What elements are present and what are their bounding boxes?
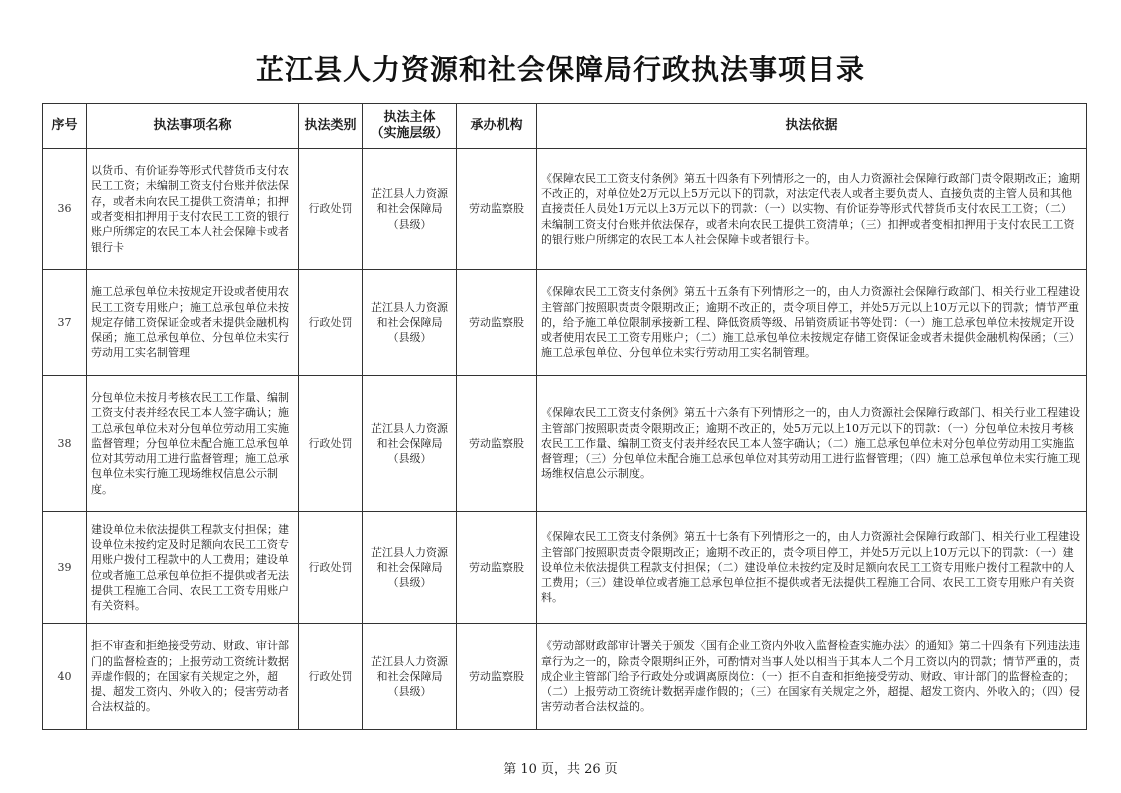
header-basis: 执法依据 — [537, 104, 1087, 149]
row-item-name: 分包单位未按月考核农民工工作量、编制工资支付表并经农民工本人签字确认；施工总承包单位未对分包单位劳动用工实施监督管理；分包单位未配合施工总承包单位对其劳动用工进行监督管理；施工总承包单位未实行施工现场维权信息公示制度。 — [87, 376, 299, 512]
table-row — [43, 624, 1087, 730]
row-org: 劳动监察股 — [457, 376, 537, 512]
header-name: 执法事项名称 — [87, 104, 299, 149]
row-category: 行政处罚 — [299, 149, 363, 270]
row-num: 36 — [43, 149, 87, 270]
row-item-name: 以货币、有价证券等形式代替货币支付农民工工资；未编制工资支付台账并依法保存，或者未向农民工提供工资清单；扣押或者变相扣押用于支付农民工工资的银行账户所绑定的农民工本人社会保障卡或者银行卡 — [87, 149, 299, 270]
header-org: 承办机构 — [457, 104, 537, 149]
row-org: 劳动监察股 — [457, 270, 537, 376]
row-basis: 《保障农民工工资支付条例》第五十五条有下列情形之一的，由人力资源社会保障行政部门、相关行业工程建设主管部门按照职责责令限期改正；逾期不改正的，责令项目停工，并处5万元以上10万元以下的罚款；情节严重的，给予施工单位限制承接新工程、降低资质等级、吊销资质证书等处罚：（一）施工总承包单位未按规定开设或者使用农民工工资专用账户；（二）施工总承包单位未按规定存储工资保证金或者未提供金融机构保函；（三）施工总承包单位、分包单位未实行劳动用工实名制管理。 — [537, 270, 1087, 376]
header-num: 序号 — [43, 104, 87, 149]
row-item-name: 施工总承包单位未按规定开设或者使用农民工工资专用账户；施工总承包单位未按规定存储工资保证金或者未提供金融机构保函；施工总承包单位、分包单位未实行劳动用工实名制管理 — [87, 270, 299, 376]
header-category: 执法类别 — [299, 104, 363, 149]
row-category: 行政处罚 — [299, 270, 363, 376]
page-title: 芷江县人力资源和社会保障局行政执法事项目录 — [255, 53, 865, 86]
row-org: 劳动监察股 — [457, 512, 537, 624]
row-num: 39 — [43, 512, 87, 624]
row-subject: 芷江县人力资源和社会保障局（县级） — [363, 149, 457, 270]
row-subject: 芷江县人力资源和社会保障局（县级） — [363, 512, 457, 624]
page-number: 第 10 页，共 26 页 — [503, 762, 618, 777]
header-subject: 执法主体 （实施层级） — [363, 104, 457, 149]
row-num: 38 — [43, 376, 87, 512]
row-subject: 芷江县人力资源和社会保障局（县级） — [363, 270, 457, 376]
row-basis: 《保障农民工工资支付条例》第五十四条有下列情形之一的，由人力资源社会保障行政部门责令限期改正；逾期不改正的，对单位处2万元以上5万元以下的罚款，对法定代表人或者主要负责人、直接负责的主管人员和其他直接责任人员处1万元以上3万元以下的罚款：（一）以实物、有价证券等形式代替货币支付农民工工资；（二）未编制工资支付台账并依法保存，或者未向农民工提供工资清单；（三）扣押或者变相扣押用于支付农民工工资的银行账户所绑定的农民工本人社会保障卡或者银行卡。 — [537, 149, 1087, 270]
row-item-name: 拒不审查和拒绝接受劳动、财政、审计部门的监督检查的；上报劳动工资统计数据弄虚作假的；在国家有关规定之外，超提、超发工资内、外收入的；侵害劳动者合法权益的。 — [87, 624, 299, 730]
row-basis: 《保障农民工工资支付条例》第五十七条有下列情形之一的，由人力资源社会保障行政部门、相关行业工程建设主管部门按照职责责令限期改正；逾期不改正的，责令项目停工，并处5万元以上10万元以下的罚款：（一）建设单位未依法提供工程款支付担保；（二）建设单位未按约定及时足额向农民工工资专用账户拨付工程款中的人工费用；（三）建设单位或者施工总承包单位拒不提供或者无法提供工程施工合同、农民工工资专用账户有关资料。 — [537, 512, 1087, 624]
table-header-row — [43, 104, 1087, 149]
table-row — [43, 270, 1087, 376]
table-row — [43, 512, 1087, 624]
row-category: 行政处罚 — [299, 512, 363, 624]
row-subject: 芷江县人力资源和社会保障局（县级） — [363, 624, 457, 730]
row-category: 行政处罚 — [299, 376, 363, 512]
row-basis: 《劳动部财政部审计署关于颁发〈国有企业工资内外收入监督检查实施办法〉的通知》第二十四条有下列违法违章行为之一的，除责令限期纠正外，可酌情对当事人处以相当于其本人二个月工资以内的罚款；情节严重的，责成企业主管部门给予行政处分或调离原岗位：（一）拒不自查和拒绝接受劳动、财政、审计部门的监督检查的；（二）上报劳动工资统计数据弄虚作假的；（三）在国家有关规定之外，超提、超发工资内、外收入的；（四）侵害劳动者合法权益的。 — [537, 624, 1087, 730]
enforcement-table — [42, 103, 1087, 730]
row-org: 劳动监察股 — [457, 624, 537, 730]
row-num: 40 — [43, 624, 87, 730]
row-org: 劳动监察股 — [457, 149, 537, 270]
table-row — [43, 149, 1087, 270]
row-category: 行政处罚 — [299, 624, 363, 730]
row-num: 37 — [43, 270, 87, 376]
table-row — [43, 376, 1087, 512]
row-subject: 芷江县人力资源和社会保障局（县级） — [363, 376, 457, 512]
row-basis: 《保障农民工工资支付条例》第五十六条有下列情形之一的，由人力资源社会保障行政部门、相关行业工程建设主管部门按照职责责令限期改正；逾期不改正的，处5万元以上10万元以下的罚款：（一）分包单位未按月考核农民工工作量、编制工资支付表并经农民工本人签字确认；（二）施工总承包单位未对分包单位劳动用工实施监督管理；（三）分包单位未配合施工总承包单位对其劳动用工进行监督管理；（四）施工总承包单位未实行施工现场维权信息公示制度。 — [537, 376, 1087, 512]
row-item-name: 建设单位未依法提供工程款支付担保；建设单位未按约定及时足额向农民工工资专用账户拨付工程款中的人工费用；建设单位或者施工总承包单位拒不提供或者无法提供工程施工合同、农民工工资专用账户有关资料。 — [87, 512, 299, 624]
